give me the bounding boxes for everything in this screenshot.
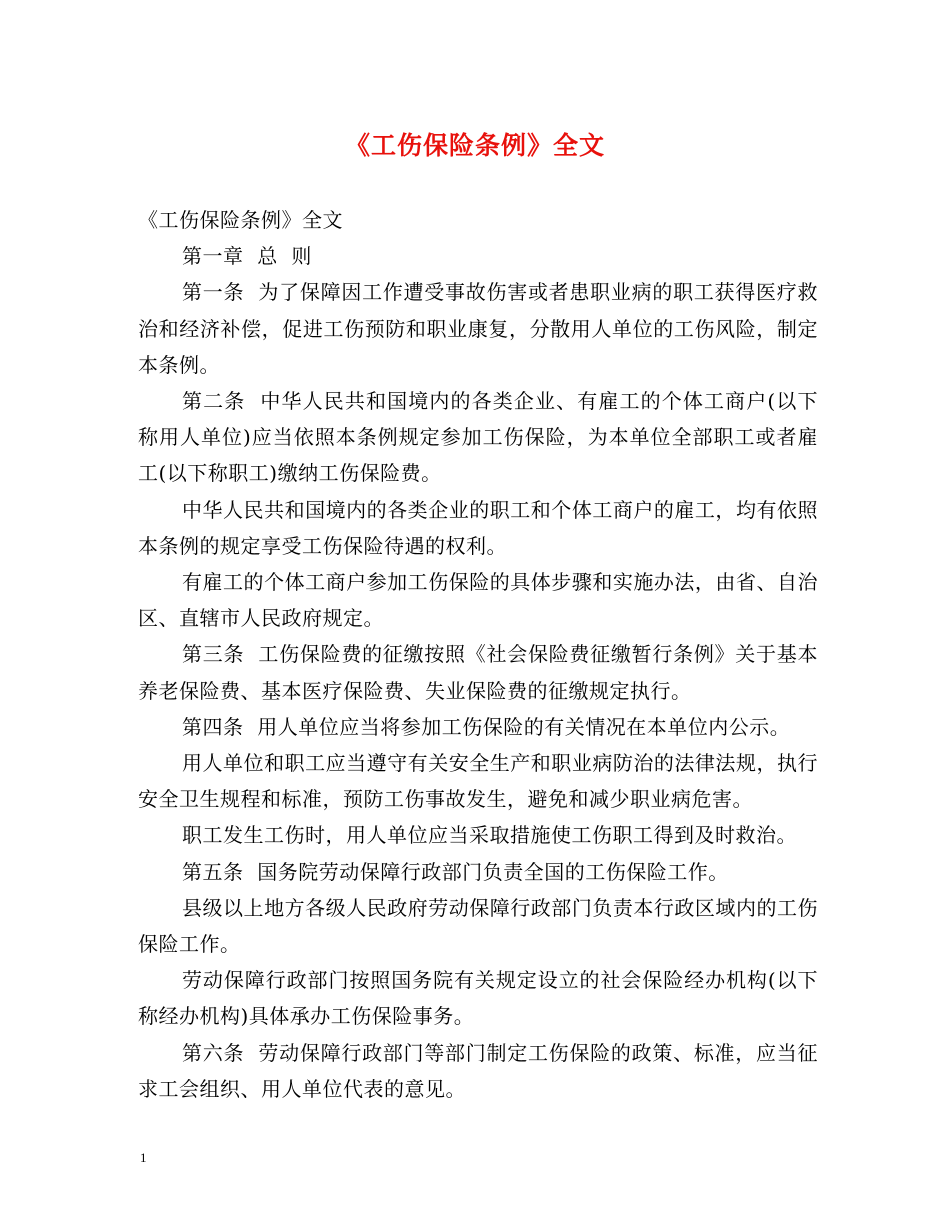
article-4-paragraph: 第四条 用人单位应当将参加工伤保险的有关情况在本单位内公示。	[182, 714, 791, 739]
article-4-clause-3: 职工发生工伤时，用人单位应当采取措施使工伤职工得到及时救治。	[182, 823, 797, 848]
document-body	[138, 202, 818, 1107]
article-5-paragraph: 第五条 国务院劳动保障行政部门负责全国的工伤保险工作。	[182, 859, 729, 884]
paragraph-subtitle: 《工伤保险条例》全文	[138, 208, 343, 232]
article-1-paragraph: 第一条 为了保障因工作遭受事故伤害或者患职业病的职工获得医疗救治和经济补偿，促进工伤预防和职业康复，分散用人单位的工伤风险，制定本条例。	[138, 280, 818, 377]
article-2-clause-3: 有雇工的个体工商户参加工伤保险的具体步骤和实施办法，由省、自治区、直辖市人民政府规定。	[138, 570, 818, 631]
page-number: 1	[140, 1150, 147, 1165]
article-6-paragraph: 第六条 劳动保障行政部门等部门制定工伤保险的政策、标准，应当征求工会组织、用人单位代表的意见。	[138, 1040, 818, 1101]
article-2-clause-2: 中华人民共和国境内的各类企业的职工和个体工商户的雇工，均有依照本条例的规定享受工伤保险待遇的权利。	[138, 497, 818, 558]
article-5-clause-2: 县级以上地方各级人民政府劳动保障行政部门负责本行政区域内的工伤保险工作。	[138, 895, 818, 957]
article-5-clause-3: 劳动保障行政部门按照国务院有关规定设立的社会保险经办机构(以下称经办机构)具体承办工伤保险事务。	[138, 968, 818, 1029]
chapter-heading: 第一章 总 则	[182, 244, 312, 269]
article-2-paragraph: 第二条 中华人民共和国境内的各类企业、有雇工的个体工商户(以下称用人单位)应当依照本条例规定参加工伤保险，为本单位全部职工或者雇工(以下称职工)缴纳工伤保险费。	[138, 389, 818, 486]
article-3-paragraph: 第三条 工伤保险费的征缴按照《社会保险费征缴暂行条例》关于基本养老保险费、基本医疗保险费、失业保险费的征缴规定执行。	[138, 642, 818, 703]
document-title: 《工伤保险条例》全文	[344, 131, 605, 160]
article-4-clause-2: 用人单位和职工应当遵守有关安全生产和职业病防治的法律法规，执行安全卫生规程和标准，预防工伤事故发生，避免和减少职业病危害。	[138, 751, 818, 812]
